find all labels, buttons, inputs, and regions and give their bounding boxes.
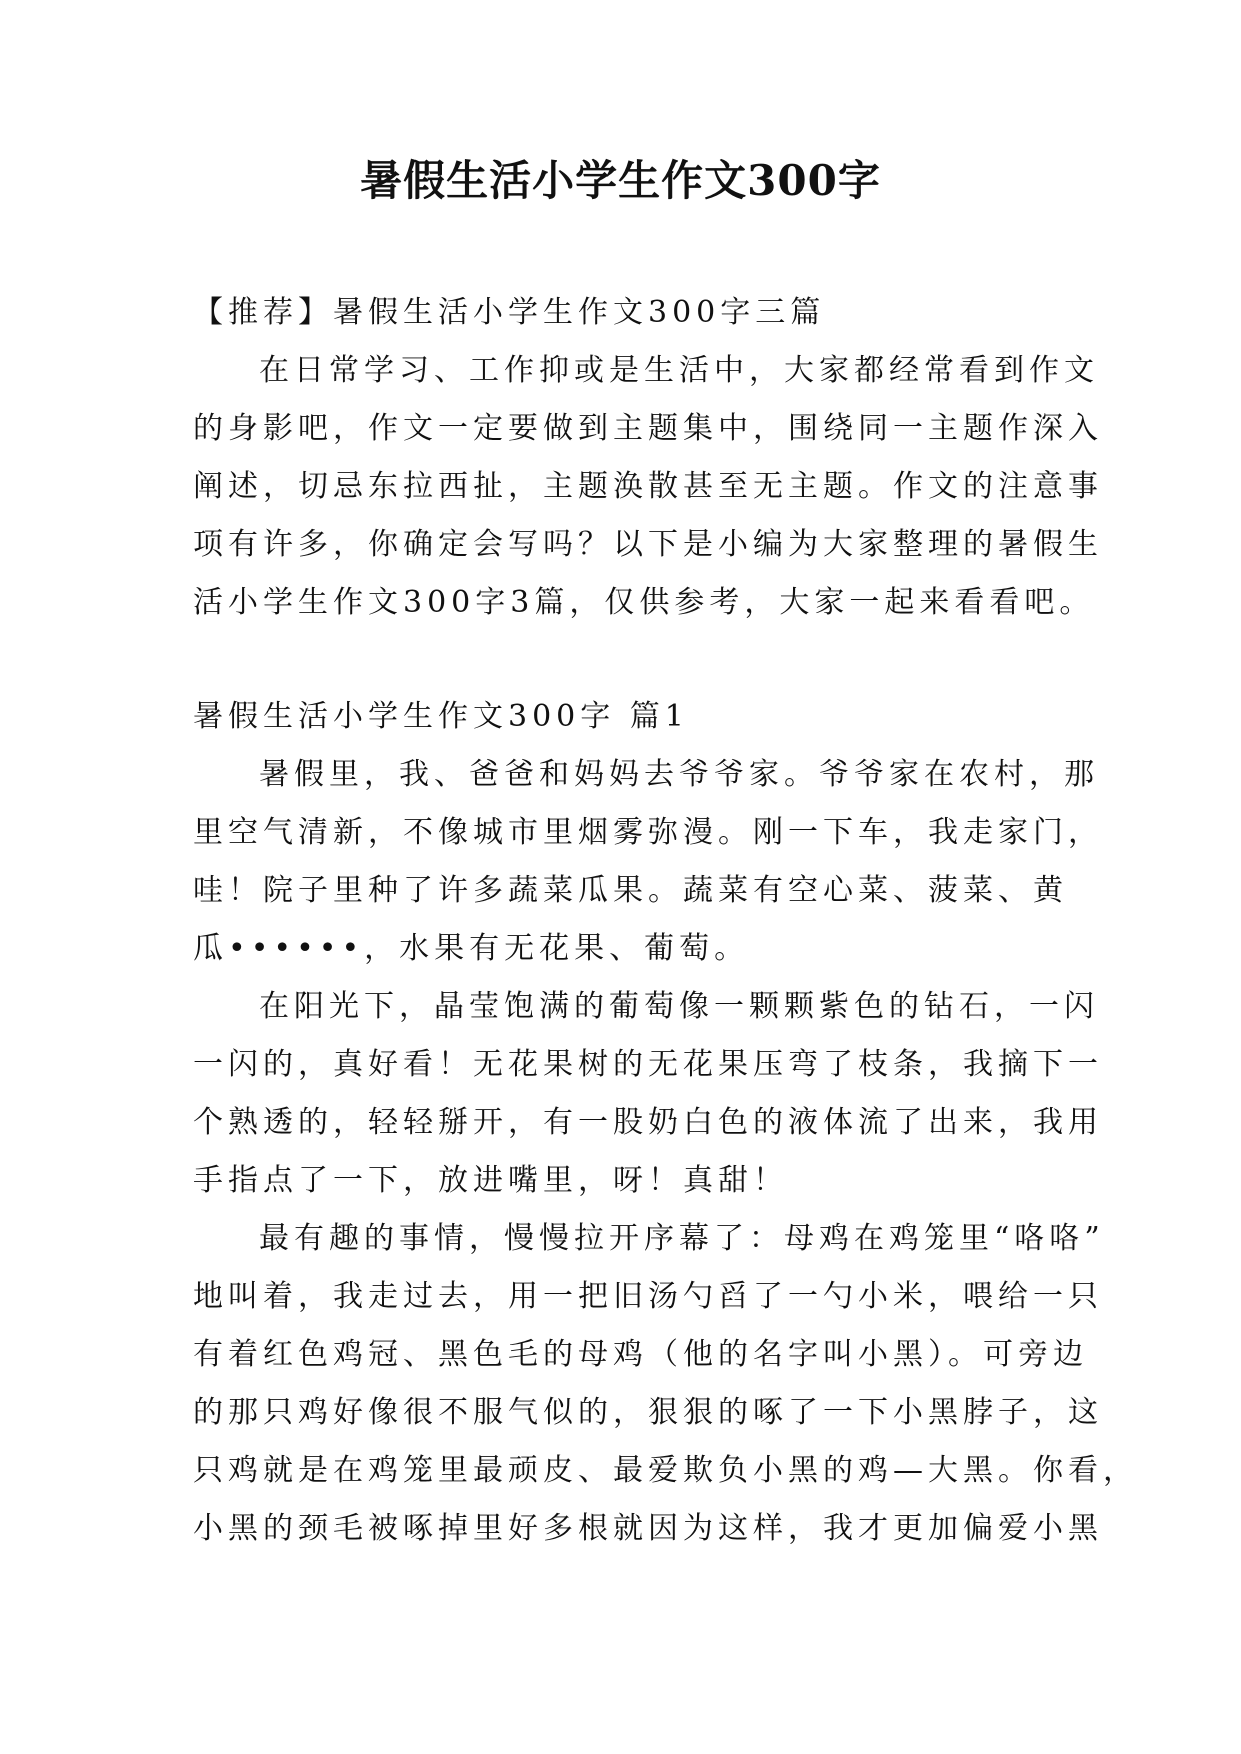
document-body bbox=[193, 284, 1138, 1558]
paragraph-line: 只鸡就是在鸡笼里最顽皮、最爱欺负小黑的鸡—大黑。你看， bbox=[193, 1453, 1138, 1488]
paragraph-line: 里空气清新，不像城市里烟雾弥漫。刚一下车，我走家门， bbox=[193, 815, 1103, 850]
paragraph-1 bbox=[193, 746, 1103, 978]
paragraph-line: 瓜••••••，水果有无花果、葡萄。 bbox=[193, 931, 750, 966]
paragraph-line: 的那只鸡好像很不服气似的，狠狠的啄了一下小黑脖子，这 bbox=[193, 1395, 1103, 1430]
paragraph-line: 最有趣的事情，慢慢拉开序幕了：母鸡在鸡笼里“咯咯” bbox=[259, 1221, 1105, 1256]
paragraph-line: 个熟透的，轻轻掰开，有一股奶白色的液体流了出来，我用 bbox=[193, 1105, 1103, 1140]
paragraph-line: 手指点了一下，放进嘴里，呀！真甜！ bbox=[193, 1163, 788, 1198]
paragraph-line: 小黑的颈毛被啄掉里好多根就因为这样，我才更加偏爱小黑 bbox=[193, 1511, 1103, 1546]
intro-paragraph bbox=[193, 342, 1103, 632]
paragraph-3 bbox=[193, 1210, 1138, 1558]
paragraph-2 bbox=[193, 978, 1103, 1210]
section-heading: 暑假生活小学生作文300字 篇1 bbox=[193, 699, 689, 734]
paragraph-line: 有着红色鸡冠、黑色毛的母鸡（他的名字叫小黑）。可旁边 bbox=[193, 1337, 1088, 1372]
paragraph-line: 哇！院子里种了许多蔬菜瓜果。蔬菜有空心菜、菠菜、黄 bbox=[193, 873, 1068, 908]
intro-line: 活小学生作文300字3篇，仅供参考，大家一起来看看吧。 bbox=[193, 585, 1095, 620]
paragraph-line: 在阳光下，晶莹饱满的葡萄像一颗颗紫色的钻石，一闪 bbox=[259, 989, 1099, 1024]
paragraph-line: 地叫着，我走过去，用一把旧汤勺舀了一勺小米，喂给一只 bbox=[193, 1279, 1103, 1314]
document-title: 暑假生活小学生作文300字 bbox=[360, 156, 881, 205]
intro-line: 项有许多，你确定会写吗？以下是小编为大家整理的暑假生 bbox=[193, 527, 1103, 562]
intro-line: 的身影吧，作文一定要做到主题集中，围绕同一主题作深入 bbox=[193, 411, 1103, 446]
intro-line: 在日常学习、工作抑或是生活中，大家都经常看到作文 bbox=[259, 353, 1099, 388]
paragraph-line: 一闪的，真好看！无花果树的无花果压弯了枝条，我摘下一 bbox=[193, 1047, 1103, 1082]
intro-line: 阐述，切忌东拉西扯，主题涣散甚至无主题。作文的注意事 bbox=[193, 469, 1103, 504]
recommend-line: 【推荐】暑假生活小学生作文300字三篇 bbox=[193, 295, 826, 330]
paragraph-line: 暑假里，我、爸爸和妈妈去爷爷家。爷爷家在农村，那 bbox=[259, 757, 1099, 792]
